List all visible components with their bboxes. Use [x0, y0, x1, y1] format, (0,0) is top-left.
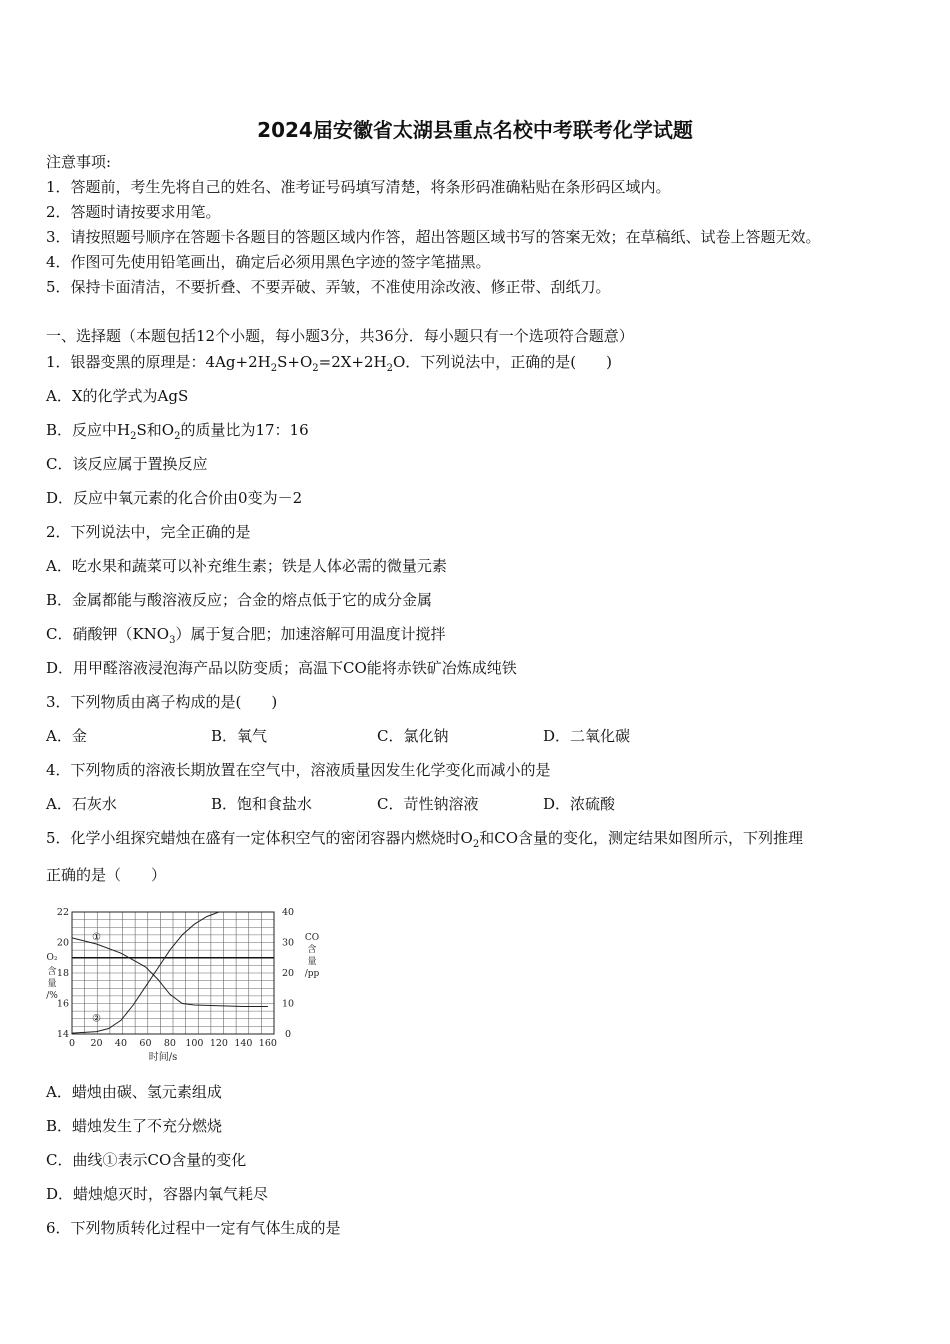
q5-option-a: A．蜡烛由碳、氢元素组成 — [46, 1083, 222, 1101]
q3-option-c: C．氯化钠 — [377, 727, 449, 745]
series-line-2 — [72, 912, 268, 1033]
question-5-stem: 5．化学小组探究蜡烛在盛有一定体积空气的密闭容器内燃烧时$O_2$和CO含量的变化，测定结果如图所示，下列推理 — [46, 829, 803, 850]
q1-option-b: B．反应中$H_2S$和$O_2$的质量比为17：16 — [46, 421, 309, 442]
y-right-label: /pp — [304, 969, 320, 979]
q2-option-a: A．吃水果和蔬菜可以补充维生素；铁是人体必需的微量元素 — [46, 557, 447, 575]
series-label: ① — [92, 932, 101, 944]
q1-option-a: A．X的化学式为AgS — [46, 387, 189, 405]
y-left-label: 含 — [47, 967, 57, 977]
y-right-label: 量 — [307, 957, 317, 967]
notice-item: 4．作图可先使用铅笔画出，确定后必须用黑色字迹的签字笔描黑。 — [46, 253, 491, 271]
x-tick-label: 140 — [234, 1038, 253, 1049]
o2-co-chart — [38, 898, 338, 1068]
notice-item: 1．答题前，考生先将自己的姓名、准考证号码填写清楚，将条形码准确粘贴在条形码区域内。 — [46, 178, 671, 196]
y-left-tick-label: 16 — [56, 998, 69, 1010]
q3-option-a: A．金 — [46, 727, 87, 745]
x-tick-label: 100 — [185, 1038, 204, 1049]
x-tick-label: 160 — [258, 1038, 277, 1049]
question-1-stem: 1．银器变黑的原理是：$4Ag+2H_2S+O_2=2X+2H_2O$．下列说法中，正确的是( ) — [46, 353, 612, 374]
x-tick-label: 0 — [68, 1038, 76, 1049]
series-line-1 — [72, 938, 268, 1007]
question-4-stem: 4．下列物质的溶液长期放置在空气中，溶液质量因发生化学变化而减小的是 — [46, 761, 551, 779]
q2-option-c: C．硝酸钾$(KNO_3)$属于复合肥；加速溶解可用温度计搅拌 — [46, 625, 446, 646]
chart-labels — [46, 907, 319, 1063]
question-5-stem-cont: 正确的是（ ） — [46, 866, 167, 884]
q4-option-d: D．浓硫酸 — [543, 795, 616, 813]
question-2-stem: 2．下列说法中，完全正确的是 — [46, 523, 251, 541]
y-right-tick-label: 10 — [281, 998, 295, 1010]
q2-option-d: D．用甲醛溶液浸泡海产品以防变质；高温下CO能将赤铁矿冶炼成纯铁 — [46, 659, 517, 677]
q1-option-c: C．该反应属于置换反应 — [46, 455, 208, 473]
y-right-tick-label: 0 — [284, 1029, 292, 1040]
notice-item: 3．请按照题号顺序在答题卡各题目的答题区域内作答，超出答题区域书写的答案无效；在草稿纸、试卷上答题无效。 — [46, 228, 821, 246]
q3-option-b: B．氧气 — [211, 727, 268, 745]
q4-option-a: A．石灰水 — [46, 795, 117, 813]
y-left-tick-label: 22 — [56, 907, 69, 918]
y-left-tick-label: 20 — [56, 937, 69, 949]
y-left-label: /% — [46, 991, 58, 1001]
y-left-label: 量 — [47, 979, 57, 989]
q4-option-b: B．饱和食盐水 — [211, 795, 313, 813]
notice-item: 2．答题时请按要求用笔。 — [46, 203, 221, 221]
x-tick-label: 40 — [114, 1038, 128, 1049]
y-left-label: O₂ — [46, 953, 58, 963]
y-left-tick-label: 14 — [56, 1029, 69, 1040]
y-right-tick-label: 20 — [281, 968, 295, 979]
x-tick-label: 20 — [90, 1038, 103, 1049]
q2-option-b: B．金属都能与酸溶液反应；合金的熔点低于它的成分金属 — [46, 591, 433, 609]
y-right-tick-label: 40 — [281, 907, 295, 918]
question-3-stem: 3．下列物质由离子构成的是( ) — [46, 693, 278, 711]
page-title: 2024届安徽省太湖县重点名校中考联考化学试题 — [257, 118, 693, 142]
x-axis-label: 时间/s — [148, 1052, 178, 1063]
x-tick-label: 60 — [139, 1038, 152, 1049]
q4-option-c: C．苛性钠溶液 — [377, 795, 479, 813]
x-tick-label: 80 — [163, 1038, 176, 1049]
y-right-label: CO — [304, 933, 320, 943]
x-tick-label: 120 — [209, 1038, 228, 1049]
notice-heading: 注意事项: — [46, 153, 112, 171]
y-right-tick-label: 30 — [281, 937, 295, 949]
section-heading: 一、选择题（本题包括12个小题，每小题3分，共36分．每小题只有一个选项符合题意） — [46, 327, 634, 345]
q1-option-d: D．反应中氧元素的化合价由0变为－2 — [46, 489, 303, 507]
q5-option-b: B．蜡烛发生了不充分燃烧 — [46, 1117, 223, 1135]
q5-option-c: C．曲线①表示CO含量的变化 — [46, 1151, 247, 1169]
q5-option-d: D．蜡烛熄灭时，容器内氧气耗尽 — [46, 1185, 269, 1203]
notice-item: 5．保持卡面清洁，不要折叠、不要弄破、弄皱，不准使用涂改液、修正带、刮纸刀。 — [46, 278, 611, 296]
q3-option-d: D．二氧化碳 — [543, 727, 631, 745]
question-6-stem: 6．下列物质转化过程中一定有气体生成的是 — [46, 1219, 341, 1237]
y-right-label: 含 — [307, 945, 317, 955]
series-label: ② — [92, 1013, 101, 1025]
chart-grid — [72, 912, 274, 1034]
y-left-tick-label: 18 — [56, 968, 69, 979]
